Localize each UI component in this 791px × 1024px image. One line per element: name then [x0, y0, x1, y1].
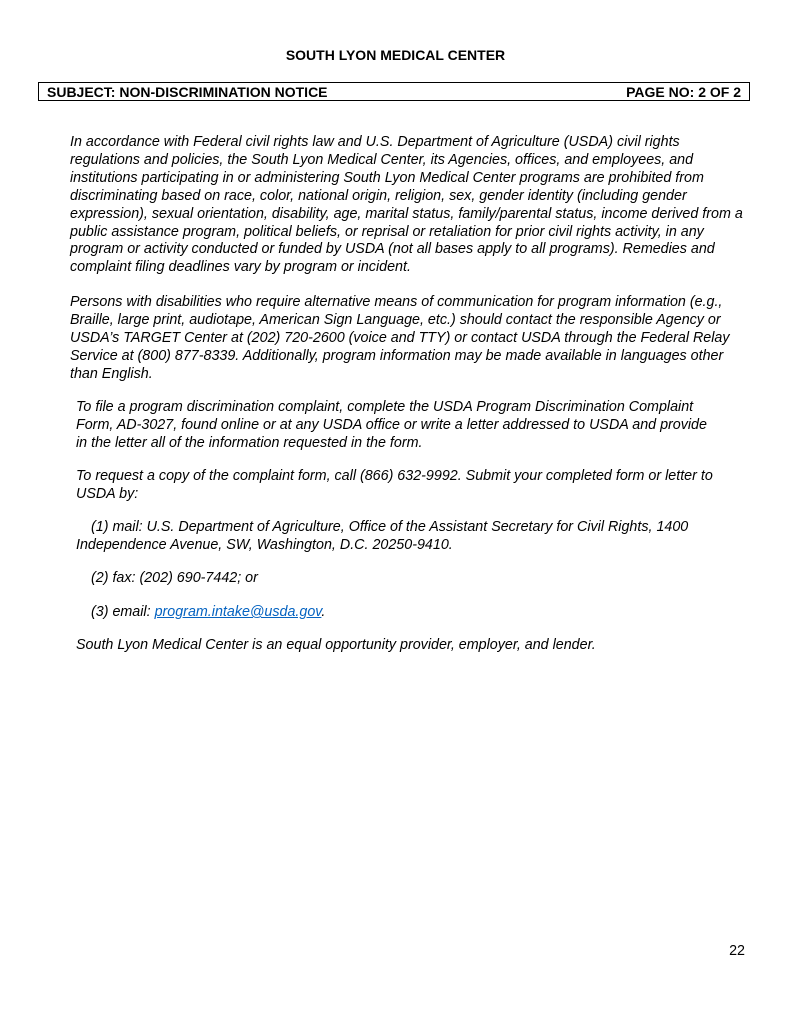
organization-title: SOUTH LYON MEDICAL CENTER [285, 47, 506, 63]
page-count-label: PAGE NO: 2 OF 2 [626, 84, 741, 100]
email-prefix: (3) email: [91, 604, 155, 620]
email-submission-item [91, 604, 325, 622]
equal-opportunity-statement: South Lyon Medical Center is an equal opportunity provider, employer, and lender. [76, 637, 596, 653]
subject-header-box [38, 82, 750, 101]
civil-rights-paragraph: In accordance with Federal civil rights law and U.S. Department of Agriculture (USDA) civil rights regulations and policies, the South Lyon Medical Center, its Agencies, offices, and employees, and institutions participating in or administering South Lyon Medical Center programs are prohibited from discriminating based on race, color, national origin, religion, sex, gender identity (including gender expression), sexual orientation, disability, age, marital status, family/parental status, income derived from a public assistance program, political beliefs, or reprisal or retaliation for prior civil rights activity, in any program or activity conducted or funded by USDA (not all bases apply to all programs). Remedies and complaint filing deadlines vary by program or incident. [70, 134, 743, 276]
email-suffix: . [321, 604, 326, 620]
disabilities-paragraph: Persons with disabilities who require alternative means of communication for program information (e.g., Braille, large print, audiotape, American Sign Language, etc.) should contact the responsible Agency or USDA’s TARGET Center at (202) 720-2600 (voice and TTY) or contact USDA through the Federal Relay Service at (800) 877-8339. Additionally, program information may be made available in languages other than English. [70, 294, 730, 382]
page-number: 22 [729, 943, 745, 959]
fax-submission-item: (2) fax: (202) 690-7442; or [91, 570, 258, 586]
mail-submission-item: (1) mail: U.S. Department of Agriculture, Office of the Assistant Secretary for Civil Rights, 1400 Independence Avenue, SW, Washington, D.C. 20250-9410. [76, 519, 689, 553]
request-form-paragraph: To request a copy of the complaint form, call (866) 632-9992. Submit your completed form or letter to USDA by: [76, 468, 713, 502]
subject-label: SUBJECT: NON-DISCRIMINATION NOTICE [47, 84, 328, 100]
email-link[interactable]: program.intake@usda.gov [154, 604, 322, 620]
complaint-filing-paragraph: To file a program discrimination complaint, complete the USDA Program Discrimination Complaint Form, AD-3027, found online or at any USDA office or write a letter addressed to USDA and provide in the letter all of the information requested in the form. [76, 399, 707, 451]
